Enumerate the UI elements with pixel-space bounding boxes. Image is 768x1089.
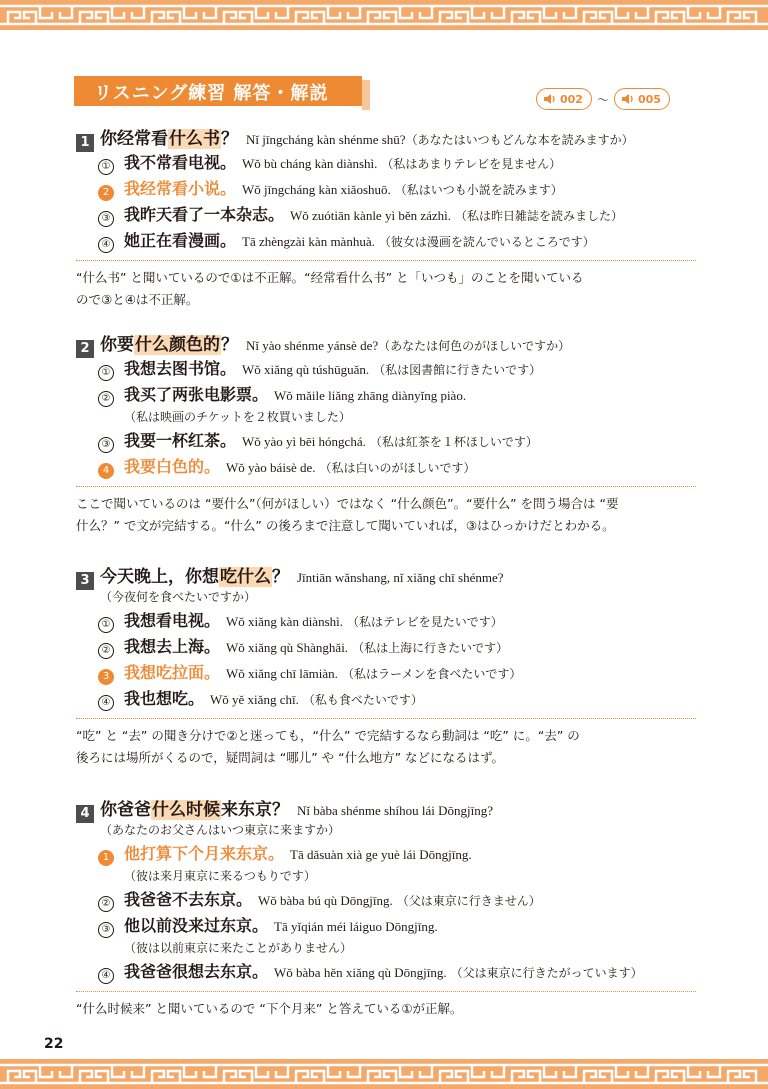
speaker-icon <box>543 93 557 105</box>
option-hanzi: 我不常看电视。 <box>124 153 237 172</box>
track-end-number: 005 <box>637 92 661 106</box>
option-hanzi: 我经常看小说。 <box>124 179 237 198</box>
question-number: 4 <box>76 805 94 823</box>
section-header-banner <box>74 76 362 106</box>
question-hanzi: 你经常看什么书？ <box>100 129 238 149</box>
option-marker: ③ <box>98 922 114 938</box>
option-pinyin: Tā yǐqián méi láiguo Dōngjīng. <box>274 919 438 934</box>
option-hanzi: 我爸爸不去东京。 <box>124 890 253 909</box>
option-translation: （私は上海に行きたいです） <box>352 641 509 655</box>
question-translation: （今夜何を食べたいですか） <box>100 590 257 604</box>
option-hanzi: 我要白色的。 <box>124 457 221 476</box>
question-pinyin: Nǐ bàba shénme shíhou lái Dōngjīng? <box>297 803 494 818</box>
track-start-number: 002 <box>560 92 583 106</box>
question-translation: （あなたのお父さんはいつ東京に来ますか） <box>100 823 341 837</box>
question-translation: （あなたはいつもどんな本を読みますか） <box>405 133 634 147</box>
question-4 <box>76 795 696 1020</box>
option-translation: （私は映画のチケットを２枚買いました） <box>124 410 351 424</box>
option-hanzi: 我想去上海。 <box>124 637 221 656</box>
option-marker: ② <box>98 391 114 407</box>
option-translation: （私はテレビを見たいです） <box>347 615 503 629</box>
answer-option <box>76 202 696 228</box>
correct-marker: 1 <box>98 850 114 866</box>
option-translation: （私はいつも小説を読みます） <box>394 183 563 197</box>
option-pinyin: Wǒ xiǎng kàn diànshì. <box>226 614 343 629</box>
option-hanzi: 他打算下个月来东京。 <box>124 844 285 863</box>
question-highlight: 吃什么 <box>220 567 271 587</box>
question-hanzi: 你爸爸什么时候来东京？ <box>100 800 289 820</box>
option-marker: ① <box>98 159 114 175</box>
option-pinyin: Tā zhèngzài kàn mànhuà. <box>242 234 375 249</box>
option-hanzi: 我想吃拉面。 <box>124 663 221 682</box>
explanation-line: ので③と④は不正解。 <box>76 292 199 307</box>
correct-marker: 4 <box>98 463 114 479</box>
answer-option-correct <box>76 176 696 202</box>
option-translation: （彼女は漫画を読んでいるところです） <box>378 235 595 249</box>
option-pinyin: Wǒ bàba bú qù Dōngjīng. <box>258 893 393 908</box>
question-pinyin: Nǐ jīngcháng kàn shénme shū? <box>246 132 406 147</box>
option-pinyin: Wǒ yào yì bēi hóngchá. <box>242 434 366 449</box>
option-marker: ② <box>98 896 114 912</box>
answer-option <box>76 382 696 408</box>
answer-option-correct <box>76 841 696 867</box>
option-marker: ③ <box>98 211 114 227</box>
option-pinyin: Wǒ mǎile liǎng zhāng diànyǐng piào. <box>274 388 467 403</box>
decorative-top-border <box>0 0 768 30</box>
answer-option-correct <box>76 454 696 480</box>
option-translation: （父は東京に行きたがっています） <box>450 966 643 980</box>
option-pinyin: Wǒ jīngcháng kàn xiǎoshuō. <box>242 182 391 197</box>
explanation <box>76 260 696 311</box>
option-translation: （私は紅茶を１杯ほしいです） <box>369 435 538 449</box>
option-marker: ④ <box>98 968 114 984</box>
answer-option <box>76 959 696 985</box>
question-pinyin: Jīntiān wǎnshang, nǐ xiǎng chī shénme? <box>297 570 504 585</box>
option-marker: ④ <box>98 695 114 711</box>
question-2 <box>76 330 696 537</box>
explanation <box>76 486 696 537</box>
decorative-bottom-border <box>0 1059 768 1089</box>
option-translation: （私は図書館に行きたいです） <box>373 363 542 377</box>
option-hanzi: 我要一杯红茶。 <box>124 431 237 450</box>
option-pinyin: Wǒ zuótiān kànle yì běn zázhì. <box>290 208 452 223</box>
option-translation: （私も食べたいです） <box>302 693 423 707</box>
option-pinyin: Tā dǎsuàn xià ge yuè lái Dōngjīng. <box>290 847 472 862</box>
question-highlight: 什么书 <box>169 129 220 149</box>
answer-option <box>76 228 696 254</box>
explanation <box>76 718 696 769</box>
option-translation: （私はラーメンを食べたいです） <box>341 667 522 681</box>
answer-option <box>76 150 696 176</box>
answer-option <box>76 686 696 712</box>
option-marker: ④ <box>98 237 114 253</box>
speaker-icon <box>621 93 635 105</box>
answer-option <box>76 913 696 939</box>
option-pinyin: Wǒ xiǎng qù Shànghǎi. <box>226 640 349 655</box>
option-hanzi: 我想去图书馆。 <box>124 359 237 378</box>
option-hanzi: 我也想吃。 <box>124 689 205 708</box>
section-title: リスニング練習 解答・解説 <box>94 83 329 104</box>
question-3 <box>76 562 696 769</box>
explanation-line: 後ろには場所がくるので，疑問詞は “哪儿” や “什么地方” などになるはず。 <box>76 750 505 765</box>
option-hanzi: 我买了两张电影票。 <box>124 385 269 404</box>
option-pinyin: Wǒ bàba hěn xiǎng qù Dōngjīng. <box>274 965 447 980</box>
option-hanzi: 我昨天看了一本杂志。 <box>124 205 285 224</box>
question-line <box>76 562 696 588</box>
option-marker: ① <box>98 365 114 381</box>
page-number: 22 <box>44 1036 64 1052</box>
option-hanzi: 我爸爸很想去东京。 <box>124 962 269 981</box>
option-pinyin: Wǒ bù cháng kàn diànshì. <box>242 156 378 171</box>
audio-track-range <box>536 88 670 110</box>
option-translation: （私はあまりテレビを見ません） <box>381 157 562 171</box>
audio-track-start[interactable] <box>536 88 592 110</box>
question-pinyin: Nǐ yào shénme yánsè de? <box>246 338 379 353</box>
question-number: 1 <box>76 134 94 152</box>
option-hanzi: 她正在看漫画。 <box>124 231 237 250</box>
question-highlight: 什么时候 <box>152 800 220 820</box>
option-pinyin: Wǒ xiǎng qù túshūguǎn. <box>242 362 370 377</box>
option-translation: （私は白いのがほしいです） <box>319 461 476 475</box>
question-1 <box>76 124 696 311</box>
explanation-line: “吃” と “去” の聞き分けで②と迷っても，“什么” で完結するなら動詞は “吃” に。“去” の <box>76 728 580 743</box>
question-line <box>76 330 696 356</box>
answer-option <box>76 356 696 382</box>
answer-option <box>76 634 696 660</box>
question-number: 3 <box>76 572 94 590</box>
option-translation: （彼は以前東京に来たことがありません） <box>124 941 353 955</box>
option-translation: （私は昨日雑誌を読みました） <box>455 209 624 223</box>
question-hanzi: 今天晚上，你想吃什么？ <box>100 567 289 587</box>
option-pinyin: Wǒ xiǎng chī lāmiàn. <box>226 666 338 681</box>
explanation-line: ここで聞いているのは “要什么”（何がほしい）ではなく “什么颜色”。“要什么” を問う場合は “要 <box>76 496 619 511</box>
option-hanzi: 他以前没来过东京。 <box>124 916 269 935</box>
audio-track-end[interactable] <box>614 88 670 110</box>
question-line <box>76 124 696 150</box>
track-range-separator: ～ <box>596 92 609 107</box>
explanation-line: 什么？” で文が完結する。“什么” の後ろまで注意して聞いていれば，③はひっかけだとわかる。 <box>76 518 615 533</box>
option-hanzi: 我想看电视。 <box>124 611 221 630</box>
option-translation: （父は東京に行きません） <box>396 894 541 908</box>
question-translation: （あなたは何色のがほしいですか） <box>378 339 571 353</box>
question-hanzi: 你要什么颜色的？ <box>100 335 238 355</box>
option-marker: ② <box>98 643 114 659</box>
correct-marker: 3 <box>98 669 114 685</box>
explanation-line: “什么书” と聞いているので①は不正解。“经常看什么书” と「いつも」のことを聞いている <box>76 270 584 285</box>
answer-option-correct <box>76 660 696 686</box>
option-pinyin: Wǒ yě xiǎng chī. <box>210 692 299 707</box>
answer-option <box>76 428 696 454</box>
option-translation: （彼は来月東京に来るつもりです） <box>124 869 316 883</box>
question-highlight: 什么颜色的 <box>135 335 220 355</box>
question-number: 2 <box>76 340 94 358</box>
option-marker: ① <box>98 617 114 633</box>
option-marker: ③ <box>98 437 114 453</box>
correct-marker: 2 <box>98 185 114 201</box>
explanation <box>76 991 696 1020</box>
explanation-line: “什么时候来” と聞いているので “下个月来” と答えている①が正解。 <box>76 1001 463 1016</box>
answer-option <box>76 608 696 634</box>
option-pinyin: Wǒ yào báisè de. <box>226 460 316 475</box>
answer-option <box>76 887 696 913</box>
question-line <box>76 795 696 821</box>
